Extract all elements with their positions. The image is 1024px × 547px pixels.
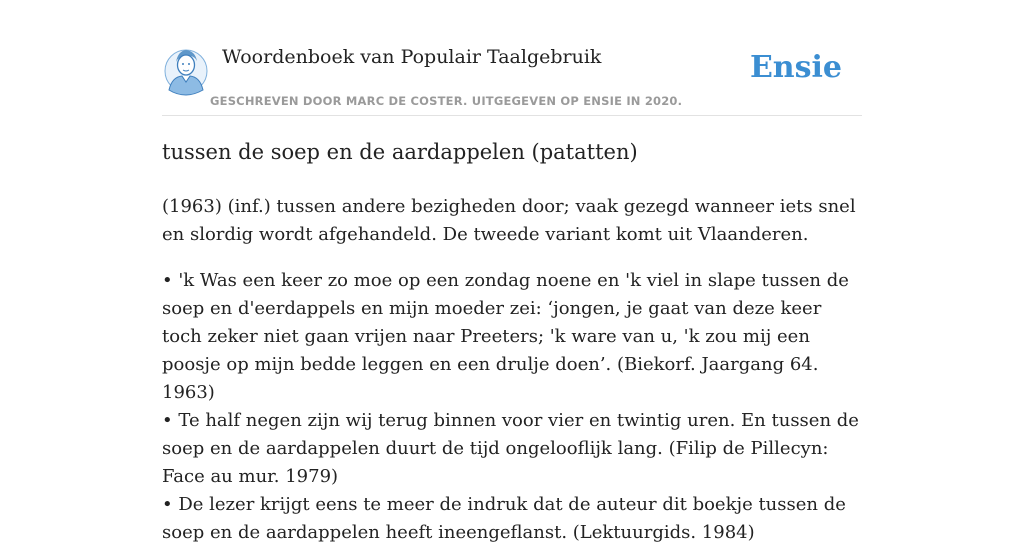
citation-item: • Te half negen zijn wij terug binnen voor vier en twintig uren. En tussen de soep en de aardappelen duurt de tijd ongelooflijk lang. (Filip de Pillecyn: Face au mur. 1979)	[162, 410, 859, 487]
entry-title: tussen de soep en de aardappelen (patatten)	[162, 140, 638, 164]
ensie-logo[interactable]: Ensie	[749, 50, 842, 85]
site-header	[162, 42, 862, 116]
citation-item: • De lezer krijgt eens te meer de indruk dat de auteur dit boekje tussen de soep en de aardappelen heeft ineengeflanst. (Lektuurgids. 1984)	[162, 494, 846, 543]
dictionary-title[interactable]: Woordenboek van Populair Taalgebruik	[222, 46, 602, 68]
author-portrait-icon[interactable]	[164, 46, 208, 96]
author-byline: GESCHREVEN DOOR MARC DE COSTER. UITGEGEVEN OP ENSIE IN 2020.	[210, 94, 683, 108]
entry-definition: (1963) (inf.) tussen andere bezigheden door; vaak gezegd wanneer iets snel en slordig wordt afgehandeld. De tweede variant komt uit Vlaanderen.	[162, 196, 856, 245]
citation-list	[162, 267, 862, 547]
citation-item: • 'k Was een keer zo moe op een zondag noene en 'k viel in slape tussen de soep en d'eerdappels en mijn moeder zei: ‘jongen, je gaat van deze keer toch zeker niet gaan vrijen naar Preeters; 'k ware van u, 'k zou mij een poosje op mijn bedde leggen en een drulje doen’. (Biekorf. Jaargang 64. 1963)	[162, 270, 849, 403]
